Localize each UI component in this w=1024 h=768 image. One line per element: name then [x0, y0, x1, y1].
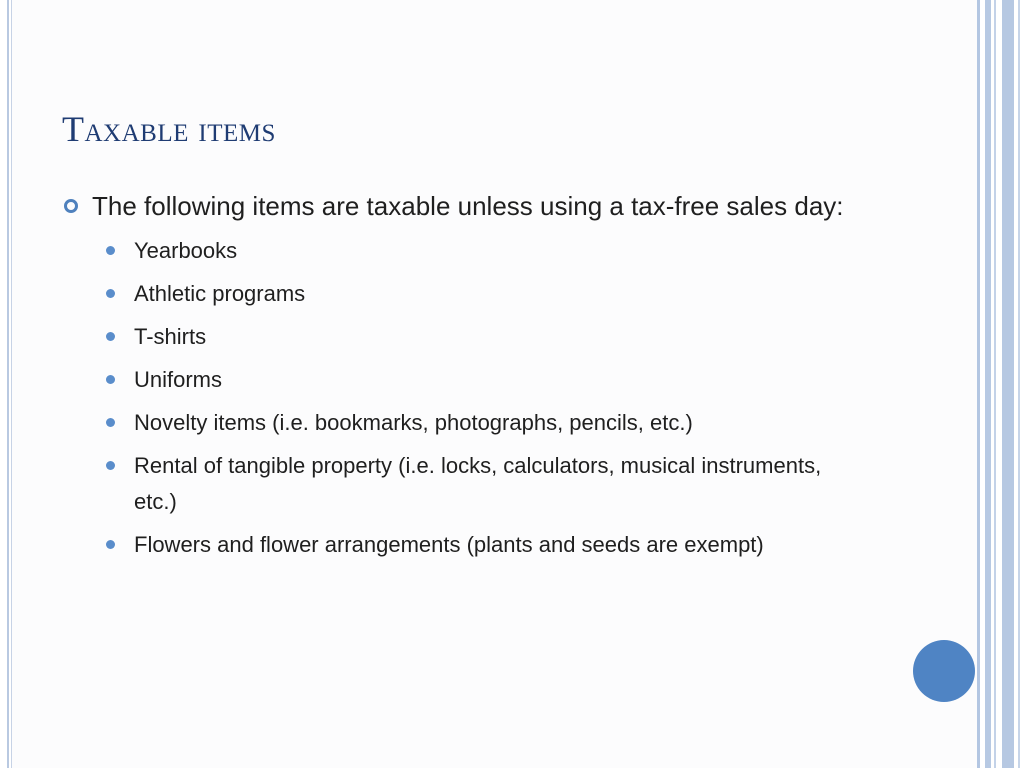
dot-bullet-icon: [106, 540, 115, 549]
main-bullet-text: The following items are taxable unless using a tax-free sales day:: [92, 191, 844, 221]
sub-bullet-text: Novelty items (i.e. bookmarks, photographs, pencils, etc.): [134, 410, 693, 435]
sub-bullet-text: Athletic programs: [134, 281, 306, 306]
dot-bullet-icon: [106, 461, 115, 470]
dot-bullet-icon: [106, 289, 115, 298]
dot-bullet-icon: [106, 418, 115, 427]
dot-bullet-icon: [106, 246, 115, 255]
sub-bullet-text: Uniforms: [134, 367, 223, 392]
sub-bullet-text: T-shirts: [134, 324, 207, 349]
sub-bullet-list: [62, 233, 862, 563]
left-frame-line: [7, 0, 9, 768]
sub-bullet-item: [104, 233, 862, 269]
sub-bullet-item: [104, 319, 862, 355]
sub-bullet-item: [104, 527, 862, 563]
frame-stripe: [1018, 0, 1020, 768]
left-frame-border: [0, 0, 12, 768]
slide-body: [62, 186, 862, 570]
sub-bullet-text: Rental of tangible property (i.e. locks, calculators, musical instruments, etc.): [134, 453, 822, 514]
frame-stripe: [985, 0, 991, 768]
sub-bullet-item: [104, 362, 862, 398]
frame-stripe: [994, 0, 996, 768]
sub-bullet-text: Yearbooks: [134, 238, 238, 263]
frame-stripe: [977, 0, 980, 768]
slide-title: Taxable items: [62, 109, 276, 149]
sub-bullet-item: [104, 405, 862, 441]
dot-bullet-icon: [106, 375, 115, 384]
right-frame-stripes: [977, 0, 1024, 768]
circle-decoration: [913, 640, 975, 702]
sub-bullet-text: Flowers and flower arrangements (plants and seeds are exempt): [134, 532, 764, 557]
sub-bullet-item: [104, 276, 862, 312]
dot-bullet-icon: [106, 332, 115, 341]
sub-bullet-item: [104, 448, 862, 520]
frame-stripe: [1002, 0, 1014, 768]
ring-bullet-icon: [64, 199, 78, 213]
main-bullet-item: [62, 186, 862, 226]
